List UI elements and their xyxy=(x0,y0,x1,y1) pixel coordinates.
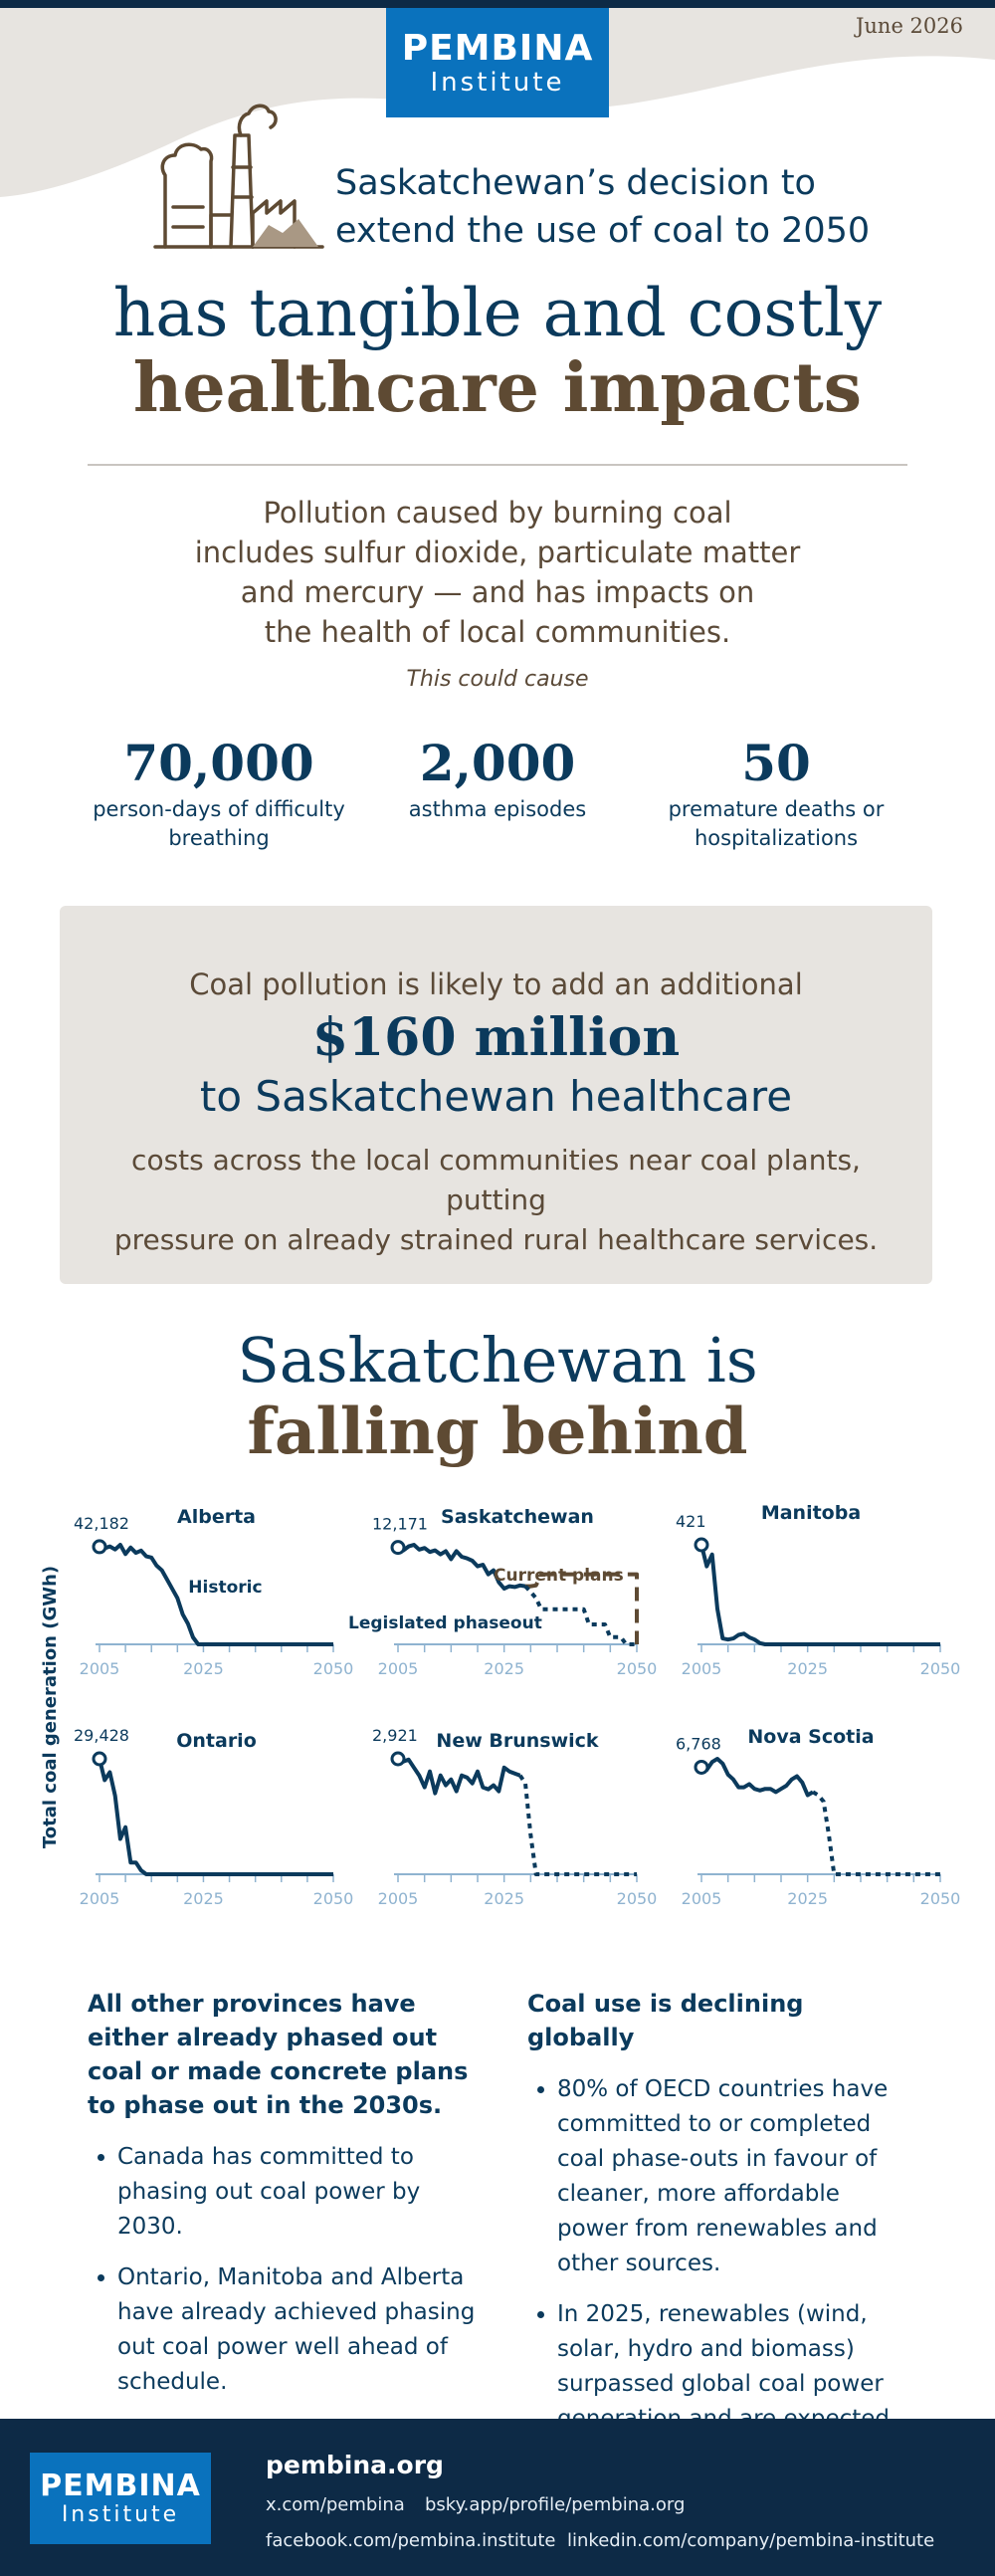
cost-amount: $160 million xyxy=(311,1007,681,1068)
footer-bsky-link[interactable]: bsky.app/profile/pembina.org xyxy=(425,2494,686,2515)
pollution-line: includes sulfur dioxide, particulate matter xyxy=(194,536,801,569)
logo-line2: Institute xyxy=(61,2502,180,2527)
publication-date: June 2026 xyxy=(855,14,963,38)
x-tick-label: 2050 xyxy=(312,1889,354,1908)
chart-title: Ontario xyxy=(176,1730,257,1752)
stat-breathing xyxy=(80,732,358,853)
list-item: • Ontario, Manitoba and Alberta have already achieved phasing out coal power well ahead of schedule. xyxy=(117,2260,486,2400)
series-annotation: Historic xyxy=(188,1578,263,1598)
x-tick-label: 2025 xyxy=(484,1889,525,1908)
series-line xyxy=(100,1759,333,1874)
x-tick-label: 2005 xyxy=(681,1889,722,1908)
x-tick-label: 2025 xyxy=(183,1889,224,1908)
footer xyxy=(0,2419,995,2576)
stat-label: person-days of difficulty xyxy=(93,797,345,821)
series-annotation: Legislated phaseout xyxy=(348,1613,542,1633)
footer-website-link[interactable]: pembina.org xyxy=(266,2451,444,2479)
data-label: 29,428 xyxy=(74,1726,129,1745)
chart-title: New Brunswick xyxy=(436,1730,599,1752)
chart-title: Manitoba xyxy=(760,1502,862,1524)
x-tick-label: 2005 xyxy=(79,1889,120,1908)
series-line xyxy=(398,1759,520,1794)
pollution-line: Pollution caused by burning coal xyxy=(263,496,732,530)
logo-line1: PEMBINA xyxy=(401,28,594,69)
cost-lead: Coal pollution is likely to add an additional xyxy=(189,967,803,1001)
x-tick-label: 2050 xyxy=(312,1659,354,1678)
logo-line1: PEMBINA xyxy=(40,2469,201,2503)
intro-text xyxy=(335,159,893,255)
cost-tail xyxy=(80,1141,912,1260)
series-line xyxy=(813,1792,940,1874)
divider xyxy=(88,464,907,466)
footer-x-link[interactable]: x.com/pembina xyxy=(266,2494,405,2515)
headline-line2: healthcare impacts xyxy=(132,348,863,428)
x-tick-label: 2050 xyxy=(919,1659,961,1678)
list-item: • In 2025, renewables (wind, solar, hydro and biomass) surpassed global coal power xyxy=(557,2297,915,2506)
list-item: • 80% of OECD countries have committed to or completed coal phase-outs in favour of cleaner, more affordable power from renewables and other sources. xyxy=(557,2072,915,2281)
x-tick-label: 2050 xyxy=(616,1889,658,1908)
chart-title: Saskatchewan xyxy=(441,1506,594,1528)
data-label: 2,921 xyxy=(372,1726,418,1745)
stat-label: breathing xyxy=(168,826,270,850)
x-tick-label: 2025 xyxy=(484,1659,525,1678)
stat-deaths xyxy=(637,732,915,853)
section-title-line1: Saskatchewan is xyxy=(237,1324,758,1396)
stat-label: asthma episodes xyxy=(408,797,587,821)
pembina-logo[interactable] xyxy=(386,8,609,117)
pollution-text xyxy=(149,493,846,652)
y-axis-label: Total coal generation (GWh) xyxy=(40,1565,61,1849)
data-label: 6,768 xyxy=(676,1734,721,1754)
footer-facebook-link[interactable]: facebook.com/pembina.institute xyxy=(266,2530,556,2551)
coal-generation-charts xyxy=(0,1493,995,1921)
x-tick-label: 2050 xyxy=(616,1659,658,1678)
data-label: 421 xyxy=(676,1512,706,1531)
series-annotation: Current plans xyxy=(494,1566,624,1586)
start-point xyxy=(94,1541,105,1553)
x-tick-label: 2025 xyxy=(787,1889,829,1908)
series-line xyxy=(520,1776,637,1874)
x-tick-label: 2005 xyxy=(377,1659,419,1678)
x-tick-label: 2005 xyxy=(681,1659,722,1678)
cost-tail-line: costs across the local communities near coal plants, putting xyxy=(131,1144,861,1216)
start-point xyxy=(392,1542,404,1554)
pollution-line: the health of local communities. xyxy=(264,615,731,649)
intro-line1: Saskatchewan’s decision to xyxy=(335,163,816,203)
stat-label: premature deaths or xyxy=(668,797,885,821)
chart-title: Nova Scotia xyxy=(747,1726,875,1748)
start-point xyxy=(696,1539,707,1551)
left-column-list xyxy=(88,2140,486,2400)
stat-value: 70,000 xyxy=(123,734,314,792)
section-title-line2: falling behind xyxy=(247,1395,748,1469)
cost-target: to Saskatchewan healthcare xyxy=(199,1072,793,1121)
start-point xyxy=(696,1761,707,1773)
left-column xyxy=(88,1987,486,2416)
stat-value: 50 xyxy=(741,734,811,792)
logo-line2: Institute xyxy=(430,68,565,98)
stat-asthma xyxy=(358,732,637,824)
chart-title: Alberta xyxy=(177,1506,256,1528)
x-tick-label: 2025 xyxy=(787,1659,829,1678)
list-item: • Canada has committed to phasing out coal power by 2030. xyxy=(117,2140,486,2245)
stat-label: hospitalizations xyxy=(694,826,859,850)
x-tick-label: 2005 xyxy=(79,1659,120,1678)
pollution-line: and mercury — and has impacts on xyxy=(240,575,755,609)
series-line xyxy=(701,1759,813,1796)
x-tick-label: 2005 xyxy=(377,1889,419,1908)
right-column-heading: Coal use is declining globally xyxy=(527,1990,804,2051)
series-line xyxy=(701,1545,940,1644)
could-cause-label: This could cause xyxy=(406,667,589,692)
data-label: 12,171 xyxy=(372,1514,428,1534)
headline-line1: has tangible and costly xyxy=(112,275,883,351)
stat-value: 2,000 xyxy=(419,734,576,792)
cost-tail-line: pressure on already strained rural healthcare services. xyxy=(113,1223,879,1256)
footer-logo[interactable] xyxy=(30,2453,211,2544)
start-point xyxy=(392,1753,404,1765)
cost-callout xyxy=(60,906,932,1284)
start-point xyxy=(94,1753,105,1765)
coal-plant-icon xyxy=(149,98,328,257)
footer-linkedin-link[interactable]: linkedin.com/company/pembina-institute xyxy=(567,2530,935,2551)
data-label: 42,182 xyxy=(74,1513,129,1533)
x-tick-label: 2025 xyxy=(183,1659,224,1678)
intro-line2: extend the use of coal to 2050 xyxy=(335,211,871,251)
x-tick-label: 2050 xyxy=(919,1889,961,1908)
left-column-heading: All other provinces have either already phased out coal or made concrete plans to phase out in the 2030s. xyxy=(88,1990,469,2119)
